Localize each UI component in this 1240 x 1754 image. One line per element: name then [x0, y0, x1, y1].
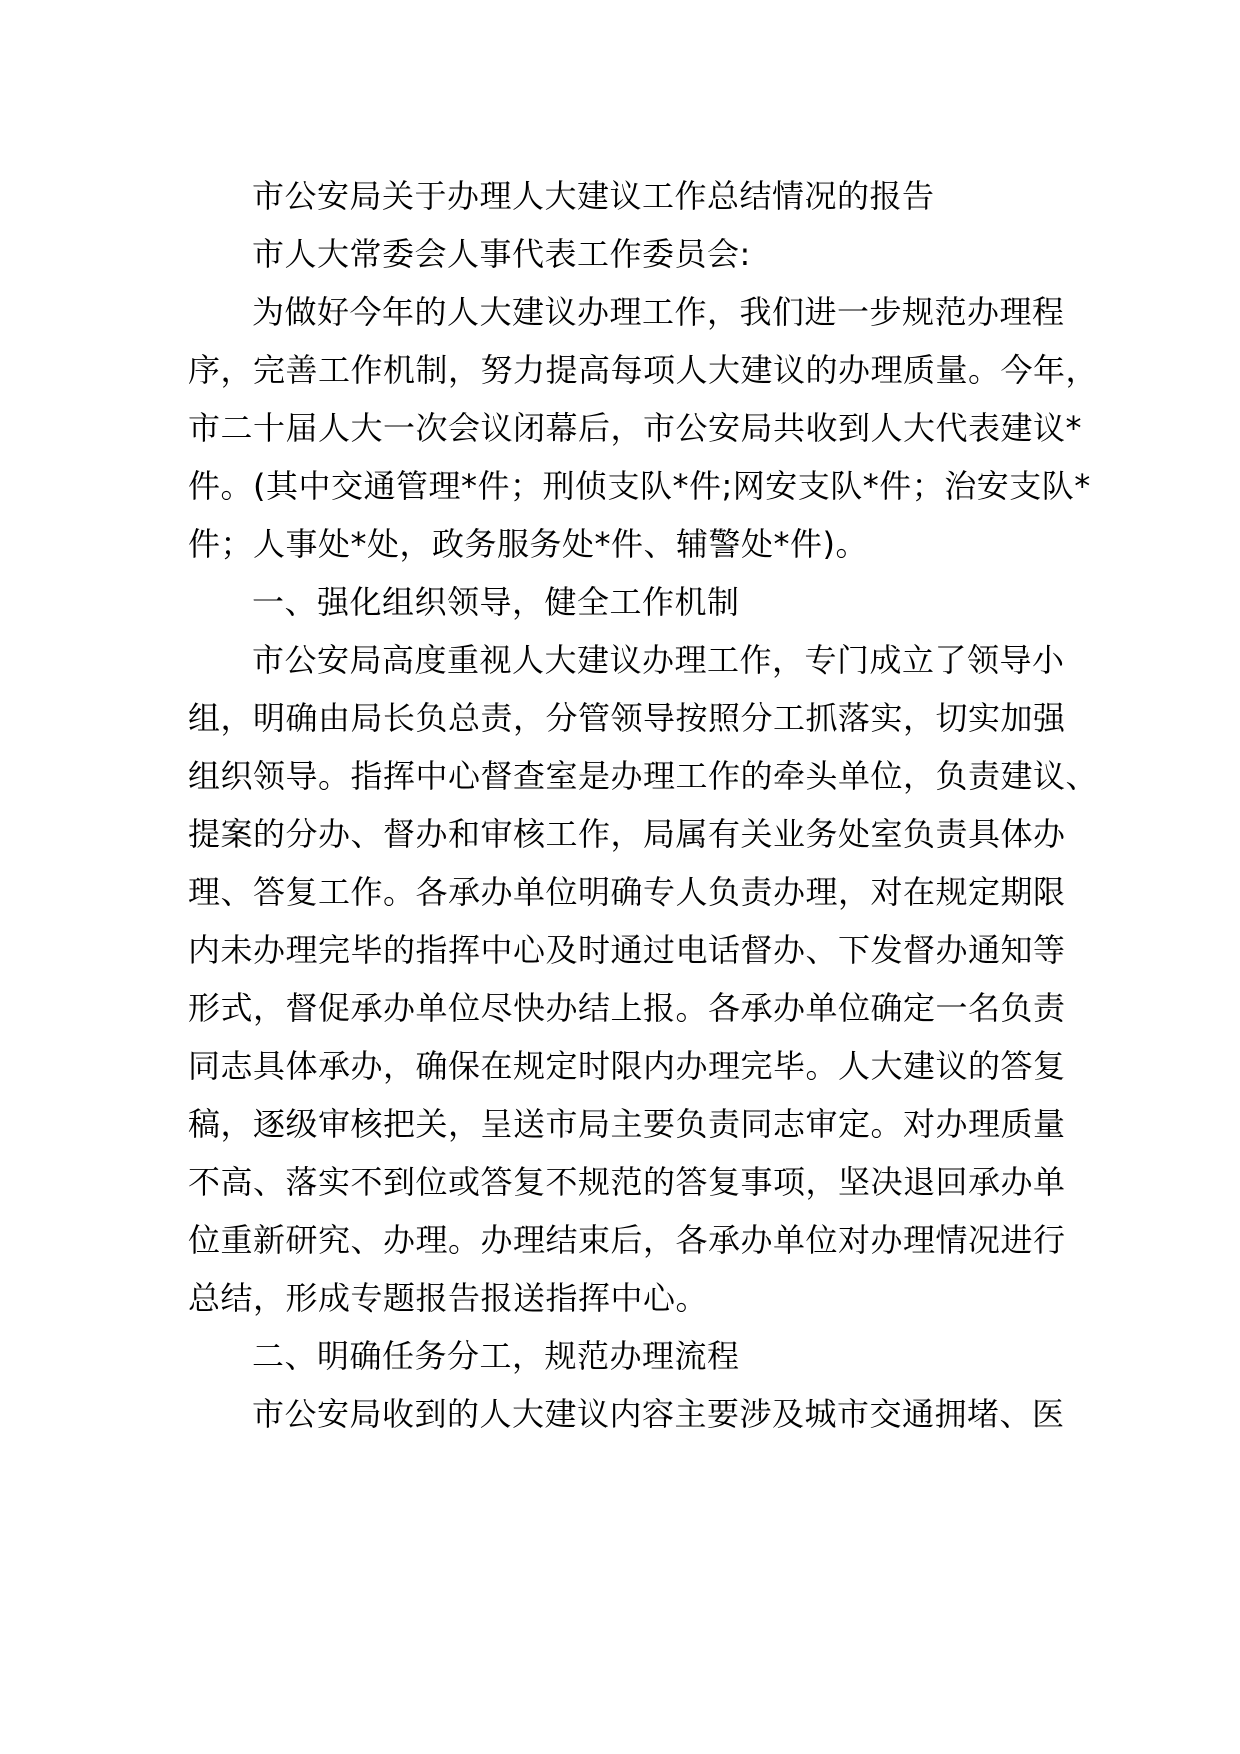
body-line: 市公安局高度重视人大建议办理工作，专门成立了领导小 — [252, 641, 1065, 679]
body-line: 组织领导。指挥中心督查室是办理工作的牵头单位，负责建议、 — [188, 757, 1099, 795]
body-line: 市二十届人大一次会议闭幕后，市公安局共收到人大代表建议* — [188, 409, 1083, 447]
body-line: 形式，督促承办单位尽快办结上报。各承办单位确定一名负责 — [188, 989, 1066, 1027]
body-line: 序，完善工作机制，努力提高每项人大建议的办理质量。今年， — [188, 351, 1099, 389]
body-line: 理、答复工作。各承办单位明确专人负责办理，对在规定期限 — [188, 873, 1066, 911]
body-line: 件。(其中交通管理*件；刑侦支队*件;网安支队*件；治安支队* — [188, 467, 1091, 505]
salutation: 市人大常委会人事代表工作委员会: — [252, 235, 751, 273]
body-line: 为做好今年的人大建议办理工作，我们进一步规范办理程 — [252, 293, 1065, 331]
body-line: 总结，形成专题报告报送指挥中心。 — [188, 1279, 709, 1317]
body-line: 内未办理完毕的指挥中心及时通过电话督办、下发督办通知等 — [188, 931, 1066, 969]
body-line: 市公安局收到的人大建议内容主要涉及城市交通拥堵、医 — [252, 1395, 1065, 1433]
body-line: 稿，逐级审核把关，呈送市局主要负责同志审定。对办理质量 — [188, 1105, 1066, 1143]
body-line: 位重新研究、办理。办理结束后，各承办单位对办理情况进行 — [188, 1221, 1066, 1259]
section-heading: 二、明确任务分工，规范办理流程 — [252, 1337, 740, 1375]
body-line: 同志具体承办，确保在规定时限内办理完毕。人大建议的答复 — [188, 1047, 1066, 1085]
body-line: 不高、落实不到位或答复不规范的答复事项，坚决退回承办单 — [188, 1163, 1066, 1201]
body-line: 件；人事处*处，政务服务处*件、辅警处*件)。 — [188, 525, 868, 563]
body-line: 提案的分办、督办和审核工作，局属有关业务处室负责具体办 — [188, 815, 1066, 853]
document-title: 市公安局关于办理人大建议工作总结情况的报告 — [252, 177, 935, 215]
section-heading: 一、强化组织领导，健全工作机制 — [252, 583, 740, 621]
body-line: 组，明确由局长负总责，分管领导按照分工抓落实，切实加强 — [188, 699, 1066, 737]
